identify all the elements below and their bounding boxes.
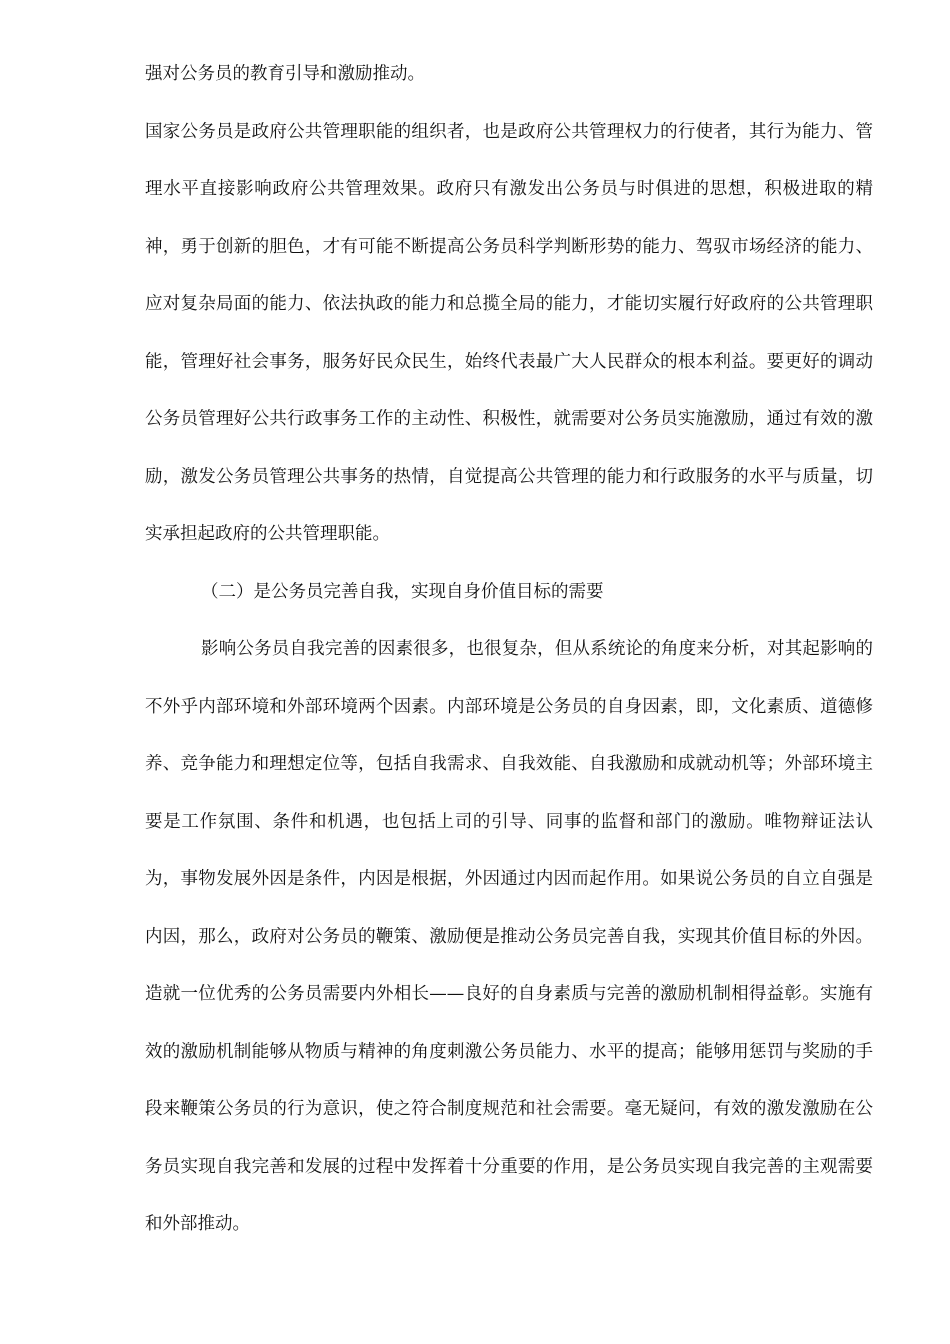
section-heading: （二）是公务员完善自我，实现自身价值目标的需要 <box>201 581 604 602</box>
paragraph-continuation: 强对公务员的教育引导和激励推动。 <box>145 64 425 84</box>
document-body <box>145 46 873 1254</box>
paragraph-self-improvement: 影响公务员自我完善的因素很多，也很复杂，但从系统论的角度来分析，对其起影响的不外乎内部环境和外部环境两个因素。内部环境是公务员的自身因素，即，文化素质、道德修养、竞争能力和理想定位等，包括自我需求、自我效能、自我激励和成就动机等；外部环境主要是工作氛围、条件和机遇，也包括上司的引导、同事的监督和部门的激励。唯物辩证法认为，事物发展外因是条件，内因是根据，外因通过内因而起作用。如果说公务员的自立自强是内因，那么，政府对公务员的鞭策、激励便是推动公务员完善自我，实现其价值目标的外因。造就一位优秀的公务员需要内外相长——良好的自身素质与完善的激励机制相得益彰。实施有效的激励机制能够从物质与精神的角度刺激公务员能力、水平的提高；能够用惩罚与奖励的手段来鞭策公务员的行为意识，使之符合制度规范和社会需要。毫无疑问，有效的激发激励在公务员实现自我完善和发展的过程中发挥着十分重要的作用，是公务员实现自我完善的主观需要和外部推动。 <box>145 639 873 1234</box>
paragraph-public-management: 国家公务员是政府公共管理职能的组织者，也是政府公共管理权力的行使者，其行为能力、管理水平直接影响政府公共管理效果。政府只有激发出公务员与时俱进的思想，积极进取的精神，勇于创新的胆色，才有可能不断提高公务员科学判断形势的能力、驾驭市场经济的能力、应对复杂局面的能力、依法执政的能力和总揽全局的能力，才能切实履行好政府的公共管理职能，管理好社会事务，服务好民众民生，始终代表最广大人民群众的根本利益。要更好的调动公务员管理好公共行政事务工作的主动性、积极性，就需要对公务员实施激励，通过有效的激励，激发公务员管理公共事务的热情，自觉提高公共管理的能力和行政服务的水平与质量，切实承担起政府的公共管理职能。 <box>145 121 873 544</box>
